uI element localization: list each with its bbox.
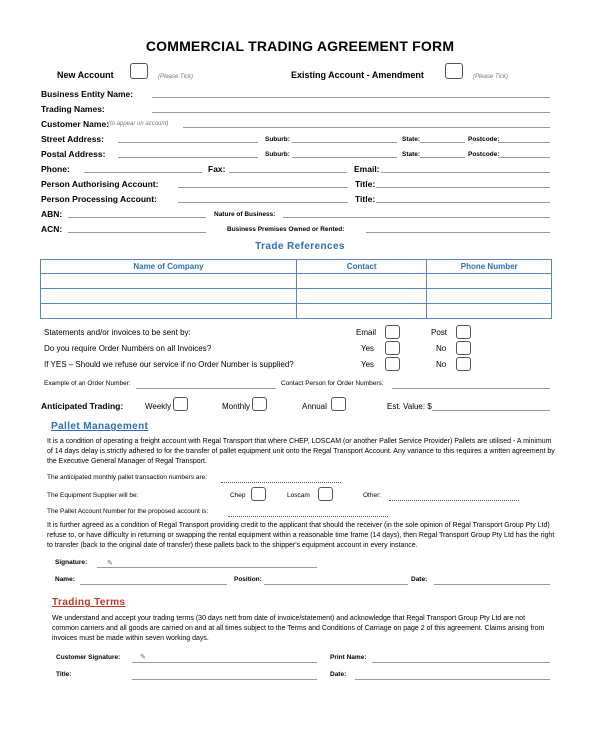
table-cell[interactable]	[41, 304, 297, 319]
new-account-checkbox[interactable]	[130, 63, 148, 79]
street-state-field[interactable]	[420, 142, 465, 143]
authorising-title-field[interactable]	[376, 187, 550, 188]
pallet-position-field[interactable]	[264, 584, 408, 585]
terms-title-field[interactable]	[132, 679, 317, 680]
pallet-name-field[interactable]	[80, 584, 227, 585]
terms-date-label: Date:	[330, 671, 347, 678]
trading-terms-heading: Trading Terms	[52, 597, 126, 608]
col-phone-number: Phone Number	[427, 260, 552, 274]
table-row	[41, 274, 552, 289]
postal-address-field[interactable]	[118, 157, 258, 158]
col-name-of-company: Name of Company	[41, 260, 297, 274]
table-cell[interactable]	[41, 274, 297, 289]
order-number-example-field[interactable]	[136, 388, 276, 389]
person-processing-label: Person Processing Account:	[41, 194, 157, 204]
business-entity-name-label: Business Entity Name:	[41, 89, 134, 99]
statements-post-checkbox[interactable]	[456, 325, 471, 339]
street-suburb-label: Suburb:	[265, 136, 290, 143]
acn-field[interactable]	[68, 232, 206, 233]
loscam-label: Loscam	[287, 492, 310, 499]
trading-terms-paragraph: We understand and accept your trading terms (30 days nett from date of invoice/statement) and acknowledge that Regal Transport Group Pty Ltd are not common carriers and all goods are carried on and at all times subject to the Terms and Conditions of Carriage on page 2 of this agreement. Claims arising from invoices must be made within seven working days.	[52, 615, 545, 642]
pallet-account-number-field[interactable]	[228, 516, 388, 517]
processing-title-field[interactable]	[376, 202, 550, 203]
trading-names-field[interactable]	[152, 112, 550, 113]
weekly-checkbox[interactable]	[173, 397, 188, 411]
postal-suburb-label: Suburb:	[265, 151, 290, 158]
existing-account-checkbox[interactable]	[445, 63, 463, 79]
table-cell[interactable]	[296, 289, 427, 304]
street-address-label: Street Address:	[41, 134, 104, 144]
postal-postcode-field[interactable]	[498, 157, 550, 158]
table-row	[41, 304, 552, 319]
business-entity-name-field[interactable]	[152, 97, 550, 98]
table-cell[interactable]	[427, 289, 552, 304]
loscam-checkbox[interactable]	[318, 487, 333, 501]
statements-post-label: Post	[431, 328, 448, 337]
order-number-example-label: Example of an Order Number:	[44, 380, 131, 387]
premises-field[interactable]	[366, 232, 550, 233]
table-row	[41, 289, 552, 304]
est-value-field[interactable]	[432, 410, 550, 411]
premises-label: Business Premises Owned or Rented:	[227, 226, 345, 233]
trade-references-heading: Trade References	[255, 241, 345, 252]
refuse-service-question: If YES – Should we refuse our service if no Order Number is supplied?	[44, 360, 294, 369]
order-numbers-yes-checkbox[interactable]	[385, 341, 400, 355]
customer-name-note: (to appear on account)	[108, 121, 169, 127]
customer-name-field[interactable]	[183, 127, 550, 128]
order-numbers-no-label: No	[436, 344, 447, 353]
table-cell[interactable]	[296, 274, 427, 289]
pallet-position-label: Position:	[234, 576, 262, 583]
person-processing-field[interactable]	[178, 202, 348, 203]
chep-checkbox[interactable]	[251, 487, 266, 501]
pallet-account-number-label: The Pallet Account Number for the proposed account is:	[47, 508, 209, 515]
fax-field[interactable]	[229, 172, 347, 173]
refuse-no-label: No	[436, 360, 447, 369]
pen-icon: ✎	[107, 560, 113, 567]
pallet-date-label: Date:	[411, 576, 428, 583]
other-supplier-label: Other:	[363, 492, 382, 499]
est-value-label: Est. Value: $	[387, 402, 432, 411]
statements-email-checkbox[interactable]	[385, 325, 400, 339]
col-contact: Contact	[296, 260, 427, 274]
form-title: COMMERCIAL TRADING AGREEMENT FORM	[145, 38, 455, 54]
pallet-monthly-numbers-field[interactable]	[221, 482, 341, 483]
order-numbers-question: Do you require Order Numbers on all Invoices?	[44, 344, 212, 353]
customer-name-label: Customer Name:	[41, 119, 110, 129]
street-address-field[interactable]	[118, 142, 258, 143]
street-postcode-field[interactable]	[498, 142, 550, 143]
order-numbers-yes-label: Yes	[361, 344, 375, 353]
statements-email-label: Email	[356, 328, 377, 337]
anticipated-trading-label: Anticipated Trading:	[41, 401, 124, 411]
annual-label: Annual	[302, 402, 327, 411]
table-cell[interactable]	[296, 304, 427, 319]
email-field[interactable]	[381, 172, 550, 173]
email-label: Email:	[354, 164, 380, 174]
table-cell[interactable]	[427, 274, 552, 289]
statements-sent-by-label: Statements and/or invoices to be sent by:	[44, 328, 191, 337]
pallet-management-heading: Pallet Management	[51, 421, 149, 432]
customer-signature-label: Customer Signature:	[56, 654, 121, 661]
pallet-monthly-numbers-label: The anticipated monthly pallet transaction numbers are:	[47, 474, 208, 481]
acn-label: ACN:	[41, 224, 63, 234]
refuse-no-checkbox[interactable]	[456, 357, 471, 371]
postal-state-field[interactable]	[420, 157, 465, 158]
refuse-yes-checkbox[interactable]	[385, 357, 400, 371]
monthly-checkbox[interactable]	[252, 397, 267, 411]
refuse-yes-label: Yes	[361, 360, 375, 369]
postal-address-label: Postal Address:	[41, 149, 106, 159]
pallet-condition-paragraph: It is a condition of operating a freight account with Regal Transport that where CHEP, LOSCAM (or another Pallet Service Provider) Pallets are utilised - A minimum of 14 days delay is strictly adhered to for the transfer of pallet equipment unit onto the Regal Transport Account. Any variance to this requires a written agreement by the Executive General Manager of Regal Transport.	[47, 438, 555, 465]
new-account-tick-note: (Please Tick)	[158, 74, 193, 80]
pallet-signature-label: Signature:	[55, 559, 88, 566]
pallet-name-label: Name:	[55, 576, 75, 583]
trading-names-label: Trading Names:	[41, 104, 105, 114]
street-postcode-label: Postcode:	[468, 136, 500, 143]
postal-state-label: State:	[402, 151, 421, 158]
pen-icon: ✎	[140, 654, 146, 661]
terms-title-label: Title:	[56, 671, 72, 678]
phone-field[interactable]	[84, 172, 202, 173]
customer-signature-field[interactable]	[132, 662, 317, 663]
postal-postcode-label: Postcode:	[468, 151, 500, 158]
street-state-label: State:	[402, 136, 421, 143]
nature-of-business-field[interactable]	[283, 217, 550, 218]
contact-person-label: Contact Person for Order Numbers:	[281, 380, 384, 387]
order-numbers-no-checkbox[interactable]	[456, 341, 471, 355]
pallet-signature-field[interactable]	[97, 567, 317, 568]
table-cell[interactable]	[41, 289, 297, 304]
pallet-credit-paragraph: It is further agreed as a condition of Regal Transport providing credit to the applicant that should the receiver (in the sole opinion of Regal Transport Group Pty Ltd) refuse to, or have difficulty in returning or swapping the rental equipment within a reasonable time frame (14 days), then Regal Transport Group Pty Ltd has the right to transfer (back to the original date of transfer) these pallets back to the shipper's equipment account in every instance.	[47, 522, 555, 549]
weekly-label: Weekly	[145, 402, 172, 411]
table-cell[interactable]	[427, 304, 552, 319]
abn-label: ABN:	[41, 209, 63, 219]
processing-title-label: Title:	[355, 194, 376, 204]
equipment-supplier-label: The Equipment Supplier will be:	[47, 492, 139, 499]
existing-account-tick-note: (Please Tick)	[473, 74, 508, 80]
street-suburb-field[interactable]	[292, 142, 397, 143]
contact-person-field[interactable]	[392, 388, 550, 389]
print-name-label: Print Name:	[330, 654, 367, 661]
nature-of-business-label: Nature of Business:	[214, 211, 276, 218]
fax-label: Fax:	[208, 164, 226, 174]
abn-field[interactable]	[68, 217, 206, 218]
phone-label: Phone:	[41, 164, 70, 174]
new-account-label: New Account	[57, 70, 114, 80]
terms-date-field[interactable]	[355, 679, 550, 680]
existing-account-label: Existing Account - Amendment	[291, 70, 424, 80]
print-name-field[interactable]	[372, 662, 550, 663]
postal-suburb-field[interactable]	[292, 157, 397, 158]
chep-label: Chep	[230, 492, 246, 499]
annual-checkbox[interactable]	[331, 397, 346, 411]
authorising-title-label: Title:	[355, 179, 376, 189]
person-authorising-label: Person Authorising Account:	[41, 179, 159, 189]
person-authorising-field[interactable]	[178, 187, 348, 188]
pallet-date-field[interactable]	[434, 584, 550, 585]
monthly-label: Monthly	[222, 402, 251, 411]
other-supplier-field[interactable]	[389, 500, 519, 501]
trade-references-table	[40, 259, 552, 319]
